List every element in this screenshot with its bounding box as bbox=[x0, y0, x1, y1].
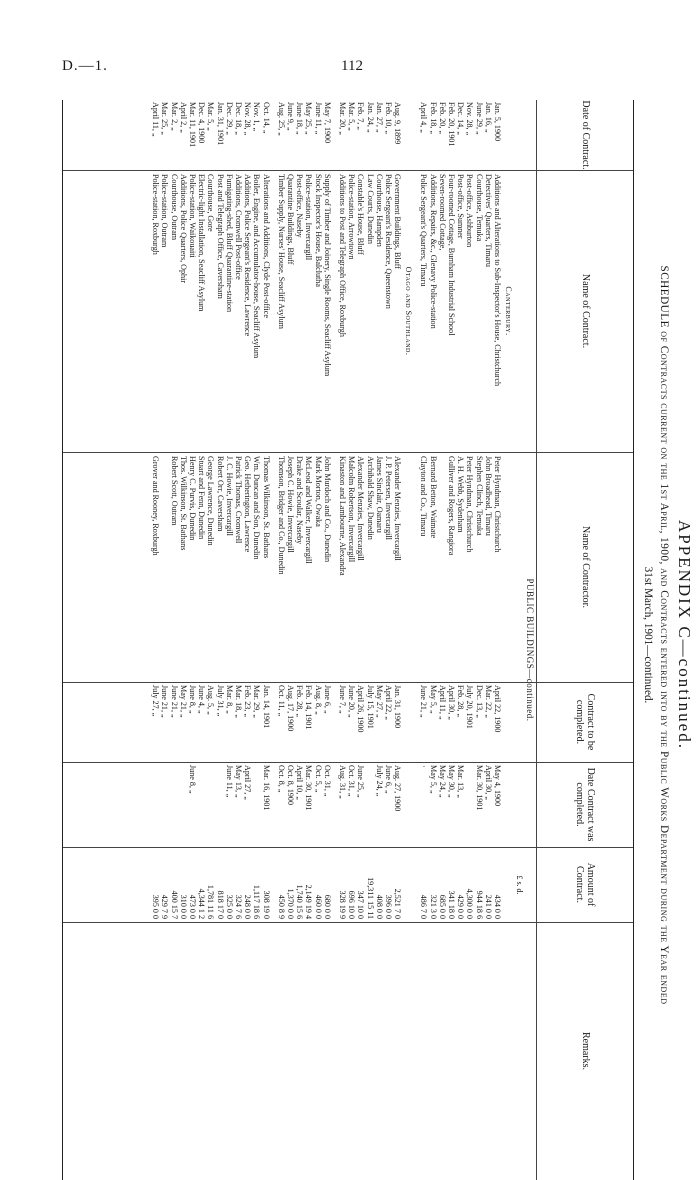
cell-contractor: J. C. Howie, Invercargill bbox=[224, 456, 234, 536]
cell-completed: Oct. 8, 1900 bbox=[286, 765, 295, 806]
cell-name: Courthouse, Gore bbox=[206, 174, 216, 232]
cell-contractor: J. P. Petersen, Invercargill bbox=[384, 456, 393, 540]
cell-completed: May 24, „ bbox=[437, 765, 447, 798]
cell-amount: 341 18 0 bbox=[447, 890, 456, 919]
cell-amount: 944 18 6 bbox=[474, 890, 484, 919]
table-row bbox=[188, 100, 197, 1180]
cell-contractor: Grover and Rooney, Roxburgh bbox=[151, 456, 161, 556]
cell-date: Mar. 5, „ bbox=[206, 102, 216, 131]
cell-to-complete: July 20, 1901 bbox=[465, 685, 475, 729]
table-row bbox=[438, 100, 447, 1180]
cell-date: Jan. 5, 1900 bbox=[493, 102, 502, 142]
cell-contractor: Thomas Wilkinson, St. Bathans bbox=[261, 456, 271, 559]
cell-date: June 9, „ bbox=[286, 102, 295, 131]
cell-contractor: Stephen Clinch, Temuka bbox=[474, 456, 484, 536]
cell-date: Mar. 11, 1901 bbox=[188, 102, 197, 148]
cell-to-complete: July 27, „ bbox=[151, 685, 161, 717]
cell-completed: Oct. 31, „ bbox=[322, 765, 332, 797]
cell-amount: 486 7 0 bbox=[419, 894, 429, 919]
cell-amount: 1,370 0 0 bbox=[286, 888, 295, 919]
cell-name: Supply of Timber and Joinery, Single Rooms, Seacliff Asylum bbox=[322, 174, 332, 377]
cell-completed: Mar. 30, 1901 bbox=[304, 765, 314, 811]
cell-completed: Oct. 8, „ bbox=[276, 765, 286, 793]
cell-date: Dec. 14, „ bbox=[456, 102, 466, 135]
cell-contractor: Robert Orr, Caversham bbox=[215, 456, 225, 532]
header-date-of-contract: Date of Contract. bbox=[536, 100, 633, 170]
cell-amount: 1,117 18 6 bbox=[252, 884, 262, 919]
cell-date: Feb. 10, „ bbox=[384, 102, 393, 134]
cell-date: April 11, „ bbox=[151, 102, 161, 137]
cell-contractor: Gulliver and Rogers, Rangiora bbox=[447, 456, 456, 556]
header-amount: Amount of Contract. bbox=[536, 847, 633, 922]
cell-date: Feb. 7, „ bbox=[356, 102, 366, 130]
cell-to-complete: Mar. 29, „ bbox=[252, 685, 262, 718]
cell-date: May 25, „ bbox=[304, 102, 314, 135]
table-row bbox=[243, 100, 252, 1180]
cell-to-complete: Oct. 11, „ bbox=[276, 685, 286, 717]
cell-name: Electric-light Installation, Seacliff Asylum bbox=[197, 174, 207, 312]
cell-date: April 4, „ bbox=[419, 102, 429, 133]
page-number: 112 bbox=[341, 58, 363, 74]
cell-date: Dec. 4, 1900 bbox=[197, 102, 207, 144]
table-row bbox=[338, 100, 347, 1180]
cell-name: Courthouse, Temuka bbox=[474, 174, 484, 242]
cell-name: Timber Supply, Nurses' House, Seacliff Asylum bbox=[276, 174, 286, 329]
cell-to-complete: Mar. 18, „ bbox=[234, 685, 243, 718]
table-row bbox=[465, 100, 474, 1180]
cell-date: June 11, „ bbox=[313, 102, 323, 135]
cell-amount: 325 0 0 bbox=[224, 894, 234, 919]
cell-amount: 328 19 9 bbox=[338, 890, 347, 919]
cell-contractor: John Broadhead, Timaru bbox=[483, 456, 493, 536]
header-to-be-completed: Contract to be completed. bbox=[536, 682, 633, 762]
cell-completed: Aug. 27, 1900 bbox=[393, 765, 403, 812]
cell-to-complete: Aug. 8, „ bbox=[313, 685, 323, 715]
table-row bbox=[252, 100, 261, 1180]
cell-contractor: Mark Morton, Owaka bbox=[313, 456, 323, 527]
cell-amount: 696 10 0 bbox=[347, 890, 357, 919]
cell-to-complete: Dec. 13, „ bbox=[474, 685, 484, 718]
cell-completed: Oct. 31, „ bbox=[347, 765, 357, 797]
cell-date: Mar. 25, „ bbox=[160, 102, 170, 135]
table-row bbox=[151, 100, 160, 1180]
cell-amount: 685 0 0 bbox=[437, 894, 447, 919]
cell-date: Feb. 20, „ bbox=[437, 102, 447, 134]
cell-date: Feb. 18, „ bbox=[428, 102, 438, 134]
cell-contractor: Peter Hyndman, Christchurch bbox=[465, 456, 475, 553]
cell-amount: 408 0 0 bbox=[374, 894, 384, 919]
cell-name: Courthouse, Hampden bbox=[374, 174, 384, 247]
table-row bbox=[447, 100, 456, 1180]
cell-to-complete: June 21, „ bbox=[169, 685, 179, 718]
cell-name: Police-station, Roxburgh bbox=[151, 174, 161, 255]
cell-name: Additions, Repairs, &c., Glenavy Police-station bbox=[428, 174, 438, 329]
cell-date: June 29, „ bbox=[474, 102, 484, 135]
cell-contractor: Thos. Wilkinson, St. Bathans bbox=[178, 456, 188, 551]
cell-amount: 429 0 0 bbox=[456, 894, 466, 919]
cell-to-complete: Feb. 28, „ bbox=[295, 685, 305, 717]
cell-date: Jan. 27, „ bbox=[374, 102, 384, 133]
table-row bbox=[169, 100, 178, 1180]
cell-name: Police Sergeant's Residence, Queenstown bbox=[384, 174, 393, 309]
cell-to-complete: Feb. 14, 1901 bbox=[304, 685, 314, 730]
cell-to-complete: April 22, 1900 bbox=[493, 685, 502, 733]
cell-completed: Mar. 30, 1901 bbox=[474, 765, 484, 811]
cell-amount: 4,344 1 2 bbox=[197, 888, 207, 919]
cell-amount: 1,781 11 6 bbox=[206, 884, 216, 919]
cell-completed: June 6, „ bbox=[384, 765, 393, 794]
cell-name: Government Buildings, Bluff bbox=[393, 174, 403, 269]
cell-name: Seven-roomed Cottage, bbox=[437, 174, 447, 251]
cell-amount: 400 15 7 bbox=[169, 890, 179, 919]
cell-completed: June 8, „ bbox=[188, 765, 197, 794]
cell-to-complete: July 15, 1901 bbox=[365, 685, 375, 729]
table-row bbox=[428, 100, 437, 1180]
cell-name: Police-station, Invercargill bbox=[304, 174, 314, 261]
cell-amount: 2,521 7 0 bbox=[393, 888, 403, 919]
cell-amount: 308 19 0 bbox=[261, 890, 271, 919]
schedule-title-line-1: SCHEDULE of Contracts current on the 1st April, 1900, and Contracts entered into by the Public Works Department during the Year ended bbox=[658, 265, 670, 1005]
cell-date: Mar. 20, „ bbox=[338, 102, 347, 135]
cell-to-complete: July 31, „ bbox=[215, 685, 225, 717]
table-row bbox=[295, 100, 304, 1180]
table-row bbox=[225, 100, 234, 1180]
cell-date: Nov. 28, „ bbox=[465, 102, 475, 136]
cell-to-complete: May 5, „ bbox=[428, 685, 438, 714]
section-title: PUBLIC BUILDINGS—continued. bbox=[525, 578, 535, 722]
cell-name: Police-station, Arrowtown bbox=[347, 174, 357, 260]
table-row bbox=[304, 100, 313, 1180]
cell-name: Constable's House, Bluff bbox=[356, 174, 366, 255]
table-row bbox=[197, 100, 206, 1180]
cell-date: May 7, 1900 bbox=[322, 102, 332, 144]
cell-name: Four-roomed Cottage, Burnham Industrial School bbox=[447, 174, 456, 336]
cell-completed: April 27, „ bbox=[243, 765, 253, 800]
cell-name: Post-office, Naseby bbox=[295, 174, 305, 238]
cell-completed: · bbox=[419, 765, 429, 768]
cell-name: Post-office, Sumner bbox=[456, 174, 466, 239]
cell-date: Jan. 24, „ bbox=[365, 102, 375, 133]
cell-contractor: George Lawrence, Dunedin bbox=[206, 456, 216, 546]
table-row bbox=[456, 100, 465, 1180]
cell-to-complete: May 21, „ bbox=[178, 685, 188, 718]
cell-contractor: Drake and Scoular, Naseby bbox=[295, 456, 305, 545]
amount-units: £ s. d. bbox=[515, 875, 524, 895]
cell-completed: June 11, „ bbox=[224, 765, 234, 798]
header-name-of-contractor: Name of Contractor. bbox=[536, 452, 633, 682]
cell-name: Boiler, Engine, and Accumulator-house, Seacliff Asylum bbox=[252, 174, 262, 359]
table-row bbox=[393, 100, 402, 1180]
cell-contractor: Malcolm Robertson, Invercargill bbox=[347, 456, 357, 563]
cell-name: Police-station, Waikouaiti bbox=[188, 174, 197, 258]
cell-name: Detectives' Quarters, Timaru bbox=[483, 174, 493, 267]
cell-date: Nov. 1, „ bbox=[252, 102, 262, 132]
cell-to-complete: April 22, „ bbox=[384, 685, 393, 720]
cell-completed: April 10, „ bbox=[295, 765, 305, 800]
table-row bbox=[356, 100, 365, 1180]
cell-to-complete: May 27, „ bbox=[374, 685, 384, 718]
cell-to-complete: April 30, „ bbox=[447, 685, 456, 720]
table-row bbox=[286, 100, 295, 1180]
cell-date: Feb. 20, 1901 bbox=[447, 102, 456, 147]
cell-name: Post and Telegraph Office, Caversham bbox=[215, 174, 225, 299]
table-row bbox=[234, 100, 243, 1180]
cell-completed: Mar. 16, 1901 bbox=[261, 765, 271, 811]
cell-to-complete: June 6, „ bbox=[322, 685, 332, 714]
cell-date: Mar. 5, „ bbox=[347, 102, 357, 131]
table-row bbox=[261, 100, 270, 1180]
cell-name: Police-station, Outram bbox=[160, 174, 170, 248]
cell-to-complete: June 4, „ bbox=[197, 685, 207, 714]
schedule-title-line-2: 31st March, 1901—continued. bbox=[642, 566, 654, 704]
table-row bbox=[419, 100, 428, 1180]
cell-name: Additions, Police Sergeant's Residence, Lawrence bbox=[243, 174, 253, 337]
cell-contractor: Joseph C. Howie, Invercargill bbox=[286, 456, 295, 553]
table-row bbox=[384, 100, 393, 1180]
cell-date: April 2, „ bbox=[178, 102, 188, 133]
cell-to-complete: June 8, „ bbox=[188, 685, 197, 714]
cell-amount: 450 8 9 bbox=[276, 894, 286, 919]
cell-name: Fumigating-shed, Bluff Quarantine-station bbox=[224, 174, 234, 313]
cell-completed: Mar. 13, „ bbox=[456, 765, 466, 798]
cell-amount: 4,300 0 0 bbox=[465, 888, 475, 919]
cell-date: Dec. 18, „ bbox=[234, 102, 243, 135]
cell-date: Aug. 25, „ bbox=[276, 102, 286, 136]
cell-completed: May 30, „ bbox=[447, 765, 456, 798]
cell-name: Additions and Alterations to Sub-Inspector's House, Christchurch bbox=[493, 174, 502, 387]
cell-date: Dec. 29, „ bbox=[224, 102, 234, 135]
cell-contractor: Archibald Shaw, Dunedin bbox=[365, 456, 375, 540]
cell-name: Law Courts, Dunedin bbox=[365, 174, 375, 244]
cell-date: Jan. 31, 1901 bbox=[215, 102, 225, 146]
cell-contractor: Alexander Menzies, Invercargill bbox=[393, 456, 403, 561]
group-heading: Canterbury. bbox=[504, 286, 513, 336]
table-row bbox=[493, 100, 502, 1180]
cell-name: Additions to Post and Telegraph Office, Roxburgh bbox=[338, 174, 347, 337]
cell-date: June 18, „ bbox=[295, 102, 305, 135]
page-reference: D.—1. bbox=[62, 58, 108, 74]
cell-amount: 460 0 0 bbox=[313, 894, 323, 919]
table-row bbox=[160, 100, 169, 1180]
cell-completed: June 25, „ bbox=[356, 765, 366, 798]
cell-name: Additions, Police Quarters, Ophir bbox=[178, 174, 188, 284]
table-row bbox=[215, 100, 224, 1180]
cell-contractor: Kinaston and Lambourne, Alexandra bbox=[338, 456, 347, 576]
cell-amount: 396 0 0 bbox=[384, 894, 393, 919]
cell-amount: 680 0 0 bbox=[322, 894, 332, 919]
cell-to-complete: Jan. 14, 1901 bbox=[261, 685, 271, 729]
page-header bbox=[0, 0, 700, 90]
cell-amount: 241 0 0 bbox=[483, 894, 493, 919]
cell-contractor: Stuart and Fenn, Dunedin bbox=[197, 456, 207, 540]
cell-contractor: Wm. Duncan and Son, Dunedin bbox=[252, 456, 262, 560]
cell-to-complete: April 26, 1900 bbox=[356, 685, 366, 733]
cell-contractor: Thomson, Bridger and Co., Dunedin bbox=[276, 456, 286, 575]
cell-to-complete: June 21, „ bbox=[160, 685, 170, 718]
cell-contractor: Patrick Thomas, Cromwell bbox=[234, 456, 243, 544]
table-row bbox=[347, 100, 356, 1180]
group-heading: Otago and Southland. bbox=[404, 266, 414, 356]
cell-contractor: Robert Scott, Outram bbox=[169, 456, 179, 526]
cell-date: Mar. 2, „ bbox=[169, 102, 179, 131]
cell-contractor: Alexander Menzies, Invercargill bbox=[356, 456, 366, 561]
cell-to-complete: Jan. 31, 1900 bbox=[393, 685, 403, 729]
cell-amount: 248 0 0 bbox=[243, 894, 253, 919]
table-row bbox=[474, 100, 483, 1180]
cell-contractor: James Sinclair, Oamaru bbox=[374, 456, 384, 533]
table-row bbox=[484, 100, 493, 1180]
cell-amount: 434 0 0 bbox=[493, 894, 502, 919]
cell-contractor: McLeod and Walker, Invercargill bbox=[304, 456, 314, 564]
table-row bbox=[277, 100, 286, 1180]
table-row bbox=[179, 100, 188, 1180]
cell-contractor: Clayton and Co., Timaru bbox=[419, 456, 429, 537]
cell-to-complete: Feb. 23, „ bbox=[243, 685, 253, 717]
table-row bbox=[375, 100, 384, 1180]
cell-completed: April 30, „ bbox=[483, 765, 493, 800]
cell-name: Courthouse, Outram bbox=[169, 174, 179, 241]
cell-amount: 19,311 15 11 bbox=[365, 877, 375, 919]
table-row bbox=[313, 100, 322, 1180]
cell-to-complete: Mar. 8, „ bbox=[224, 685, 234, 714]
cell-to-complete: April 11, „ bbox=[437, 685, 447, 720]
cell-completed: May 5, „ bbox=[428, 765, 438, 794]
cell-contractor: Peter Hyndman, Christchurch bbox=[493, 456, 502, 553]
cell-to-complete: June 21, „ bbox=[419, 685, 429, 718]
table-row bbox=[323, 100, 332, 1180]
cell-date: Aug. 9, 1899 bbox=[393, 102, 403, 145]
appendix-title: APPENDIX C—continued. bbox=[675, 520, 694, 750]
cell-contractor: Bernard Betton, Waimate bbox=[428, 456, 438, 539]
table-row bbox=[206, 100, 215, 1180]
cell-amount: 395 0 0 bbox=[151, 894, 161, 919]
cell-name: Additions, Cromwell Post-office bbox=[234, 174, 243, 280]
cell-amount: 321 3 0 bbox=[428, 894, 438, 919]
cell-to-complete: Feb. 28, „ bbox=[456, 685, 466, 717]
cell-completed: July 24, „ bbox=[374, 765, 384, 797]
header-remarks: Remarks. bbox=[536, 922, 633, 1180]
cell-to-complete: Mar. 22, „ bbox=[483, 685, 493, 718]
cell-contractor: Henry C. Purvis, Dunedin bbox=[188, 456, 197, 541]
cell-amount: 473 0 0 bbox=[188, 894, 197, 919]
cell-to-complete: June 7, „ bbox=[338, 685, 347, 714]
cell-name: Quarantine Buildings, Bluff bbox=[286, 174, 295, 265]
cell-contractor: John Murdoch and Co., Dunedin bbox=[322, 456, 332, 563]
cell-amount: 818 17 0 bbox=[215, 890, 225, 919]
header-rule bbox=[536, 100, 537, 1180]
cell-amount: 2,149 19 4 bbox=[304, 884, 314, 919]
cell-completed: Aug. 31, „ bbox=[338, 765, 347, 799]
cell-name: Stock Inspector's House, Balclutha bbox=[313, 174, 323, 287]
cell-amount: 347 10 0 bbox=[356, 890, 366, 919]
cell-completed: May 13, „ bbox=[234, 765, 243, 798]
cell-completed: May 4, 1900 bbox=[493, 765, 502, 807]
schedule-table bbox=[62, 100, 634, 1180]
cell-completed: Oct. 5, „ bbox=[313, 765, 323, 793]
cell-name: Police Sergeant's Quarters, Timaru bbox=[419, 174, 429, 287]
cell-amount: 429 7 9 bbox=[160, 894, 170, 919]
cell-date: Jan. 16, „ bbox=[483, 102, 493, 133]
cell-amount: 1,740 15 6 bbox=[295, 884, 305, 919]
cell-contractor: A. H. Webb, Sydenham bbox=[456, 456, 466, 533]
header-name-of-contract: Name of Contract. bbox=[536, 170, 633, 452]
cell-date: Oct. 14, „ bbox=[261, 102, 271, 134]
cell-name: Alterations and Additions, Clyde Post-office bbox=[261, 174, 271, 318]
cell-to-complete: June 20, „ bbox=[347, 685, 357, 718]
cell-amount: 324 7 6 bbox=[234, 894, 243, 919]
cell-to-complete: Aug. 5, „ bbox=[206, 685, 216, 715]
cell-date: Nov. 28, „ bbox=[243, 102, 253, 136]
rotated-table-area bbox=[60, 90, 700, 1180]
cell-name: Post-office, Ashburton bbox=[465, 174, 475, 248]
header-was-completed: Date Contract was completed. bbox=[536, 762, 633, 847]
table-row bbox=[365, 100, 374, 1180]
cell-contractor: Geo. Hetherington, Lawrence bbox=[243, 456, 253, 553]
cell-amount: 310 0 0 bbox=[178, 894, 188, 919]
cell-to-complete: Aug. 17, 1900 bbox=[286, 685, 295, 732]
